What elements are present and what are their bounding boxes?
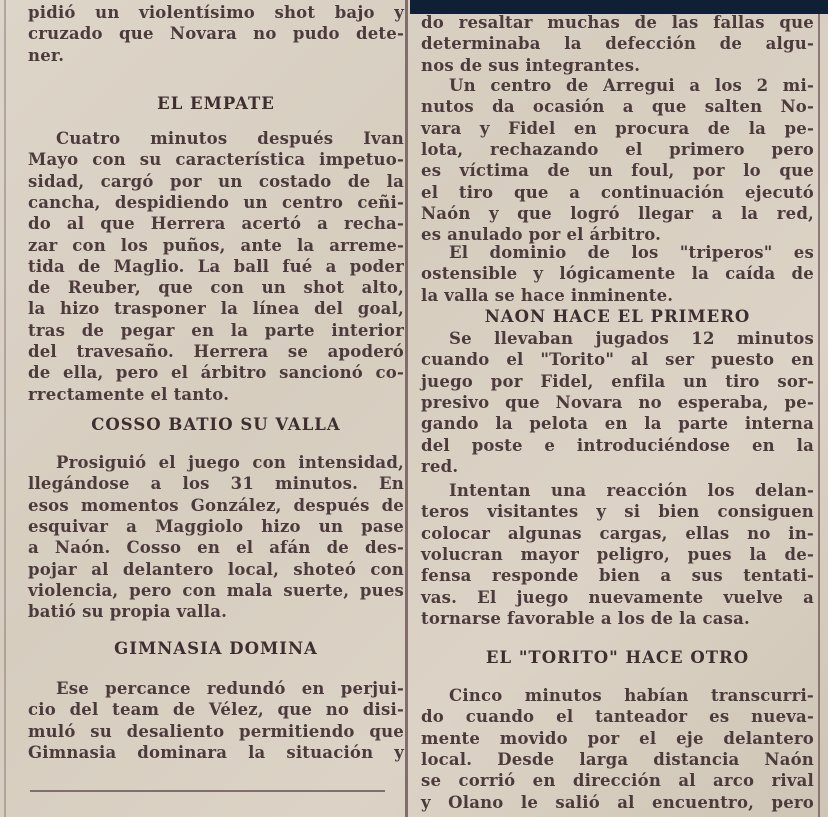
text-line: lota, rechazando el primero pero bbox=[421, 139, 814, 159]
text-line: de Reuber, que con un shot alto, bbox=[28, 278, 404, 298]
text-line: Un centro de Arregui a los 2 mi- bbox=[449, 76, 814, 95]
text-line: volucran mayor peligro, pues la de- bbox=[421, 544, 814, 564]
text-line: fensa responde bien a sus tentati- bbox=[421, 566, 814, 586]
text-line: cio del team de Vélez, que no disi- bbox=[28, 700, 404, 720]
right-column bbox=[421, 0, 814, 817]
text-line: violencia, pero con mala suerte, pues bbox=[28, 580, 404, 600]
text-line: el tiro que a continuación ejecutó bbox=[421, 182, 814, 202]
text-line: Cuatro minutos después Ivan bbox=[56, 129, 404, 148]
text-line: tornarse favorable a los de la casa. bbox=[421, 608, 750, 628]
section-heading: COSSO BATIO SU VALLA bbox=[91, 415, 341, 434]
text-line: local. Desde larga distancia Naón bbox=[421, 749, 814, 769]
text-line: juego por Fidel, enfila un tiro sor- bbox=[421, 371, 814, 391]
text-line: esquivar a Maggiolo hizo un pase bbox=[28, 516, 404, 536]
text-line: muló su desaliento permitiendo que bbox=[28, 721, 404, 741]
text-line: cuando el "Torito" al ser puesto en bbox=[421, 350, 814, 370]
text-line: presivo que Novara no esperaba, pe- bbox=[421, 392, 814, 412]
text-line: ostensible y lógicamente la caída de bbox=[421, 264, 814, 284]
text-line: ner. bbox=[28, 45, 65, 65]
text-line: rrectamente el tanto. bbox=[28, 384, 230, 404]
section-heading: EL "TORITO" HACE OTRO bbox=[485, 648, 750, 667]
text-line: determinaba la defección de algu- bbox=[421, 34, 814, 54]
text-line: la valla se hace inminente. bbox=[421, 285, 674, 305]
section-heading: GIMNASIA DOMINA bbox=[114, 639, 318, 658]
text-line: red. bbox=[421, 456, 459, 476]
text-line: a Naón. Cosso en el afán de des- bbox=[28, 538, 404, 558]
text-line: y Olano le salió al encuentro, pero bbox=[421, 792, 814, 812]
text-line: tras de pegar en la parte interior bbox=[28, 320, 404, 340]
text-line: cruzado que Novara no pudo dete- bbox=[28, 24, 404, 44]
text-line: llegándose a los 31 minutos. En bbox=[28, 474, 404, 494]
right-column-rule bbox=[818, 14, 820, 817]
text-line: Gimnasia dominara la situación y bbox=[28, 742, 404, 762]
text-line: zar con los puños, ante la arreme- bbox=[28, 235, 404, 255]
text-line: batió su propia valla. bbox=[28, 602, 228, 622]
left-column bbox=[28, 0, 404, 817]
column-divider bbox=[405, 0, 408, 817]
text-line: cancha, despidiendo un centro ceñi- bbox=[28, 192, 404, 212]
text-line: vas. El juego nuevamente vuelve a bbox=[421, 587, 814, 607]
text-line: do al que Herrera acertó a recha- bbox=[28, 214, 404, 234]
text-line: Intentan una reacción los delan- bbox=[449, 481, 814, 500]
text-line: mente movido por el eje delantero bbox=[421, 728, 814, 748]
text-line: pojar al delantero local, shoteó con bbox=[28, 559, 404, 579]
text-line: se corrió en dirección al arco rival bbox=[421, 771, 814, 791]
text-line: Se llevaban jugados 12 minutos bbox=[449, 329, 814, 348]
text-line: sidad, cargó por un costado de la bbox=[28, 171, 404, 191]
text-line: Ese percance redundó en perjui- bbox=[56, 679, 404, 698]
text-line: nutos da ocasión a que salten No- bbox=[421, 97, 814, 117]
text-line: tida de Maglio. La ball fué a poder bbox=[28, 256, 404, 276]
text-line: pidió un violentísimo shot bajo y bbox=[28, 3, 404, 22]
left-edge-rule bbox=[4, 0, 6, 817]
text-line: del travesaño. Herrera se apoderó bbox=[28, 342, 404, 361]
section-heading: EL EMPATE bbox=[157, 94, 275, 113]
text-line: teros visitantes y si bien consiguen bbox=[421, 502, 814, 522]
text-line: gando la pelota en la parte interna bbox=[421, 414, 814, 434]
text-line: de ella, pero el árbitro sancionó co- bbox=[28, 363, 404, 383]
text-line: Mayo con su característica impetuo- bbox=[28, 150, 404, 170]
text-line: colocar algunas cargas, ellas no in- bbox=[421, 523, 814, 543]
text-line: del poste e introduciéndose en la bbox=[421, 435, 814, 455]
text-line: do resaltar muchas de las fallas que bbox=[421, 13, 814, 32]
text-line: Prosiguió el juego con intensidad, bbox=[56, 453, 404, 472]
section-heading: NAON HACE EL PRIMERO bbox=[484, 307, 751, 326]
text-line: esos momentos González, después de bbox=[28, 495, 404, 515]
text-line: El dominio de los "triperos" es bbox=[449, 243, 814, 262]
text-line: Cinco minutos habían transcurri- bbox=[449, 686, 814, 705]
text-line: nos de sus integrantes. bbox=[421, 55, 641, 75]
text-line: do cuando el tanteador es nueva- bbox=[421, 707, 814, 727]
text-line: la hizo trasponer la línea del goal, bbox=[28, 299, 404, 319]
text-line: es víctima de un foul, por lo que bbox=[421, 161, 814, 181]
text-line: es anulado por el árbitro. bbox=[421, 225, 662, 245]
text-line: Naón y que logró llegar a la red, bbox=[421, 203, 814, 223]
text-line: vara y Fidel en procura de la pe- bbox=[421, 118, 814, 138]
